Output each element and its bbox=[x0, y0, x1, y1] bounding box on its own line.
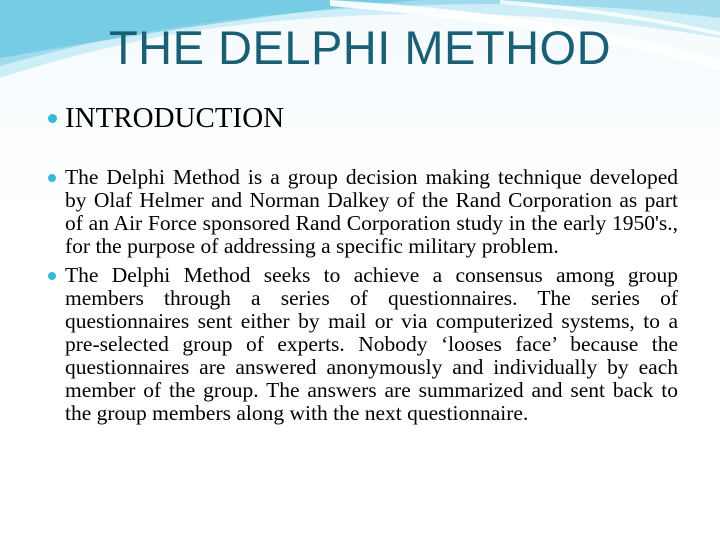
paragraph-text: The Delphi Method is a group decision making technique developed by Olaf Helmer and Norman Dalkey of the Rand Corporation as part of an Air Force sponsored Rand Corporation study in the early 1950's., for the purpose of addressing a specific military problem. bbox=[65, 165, 678, 258]
bullet-list bbox=[48, 166, 678, 431]
paragraph-text: The Delphi Method seeks to achieve a consensus among group members through a series of questionnaires. The series of questionnaires sent either by mail or via computerized systems, to a pre-selected group of experts. Nobody ‘looses face’ because the questionnaires are answered anonymously and individually by each member of the group. The answers are summarized and sent back to the group members along with the next questionnaire. bbox=[65, 263, 678, 425]
bullet-icon bbox=[48, 174, 56, 182]
list-item bbox=[48, 264, 678, 425]
bullet-icon bbox=[48, 272, 56, 280]
bullet-icon bbox=[48, 114, 57, 123]
slide-title: THE DELPHI METHOD bbox=[108, 21, 612, 74]
list-item bbox=[48, 166, 678, 258]
section-heading-text: INTRODUCTION bbox=[65, 102, 285, 134]
section-heading bbox=[48, 100, 284, 136]
